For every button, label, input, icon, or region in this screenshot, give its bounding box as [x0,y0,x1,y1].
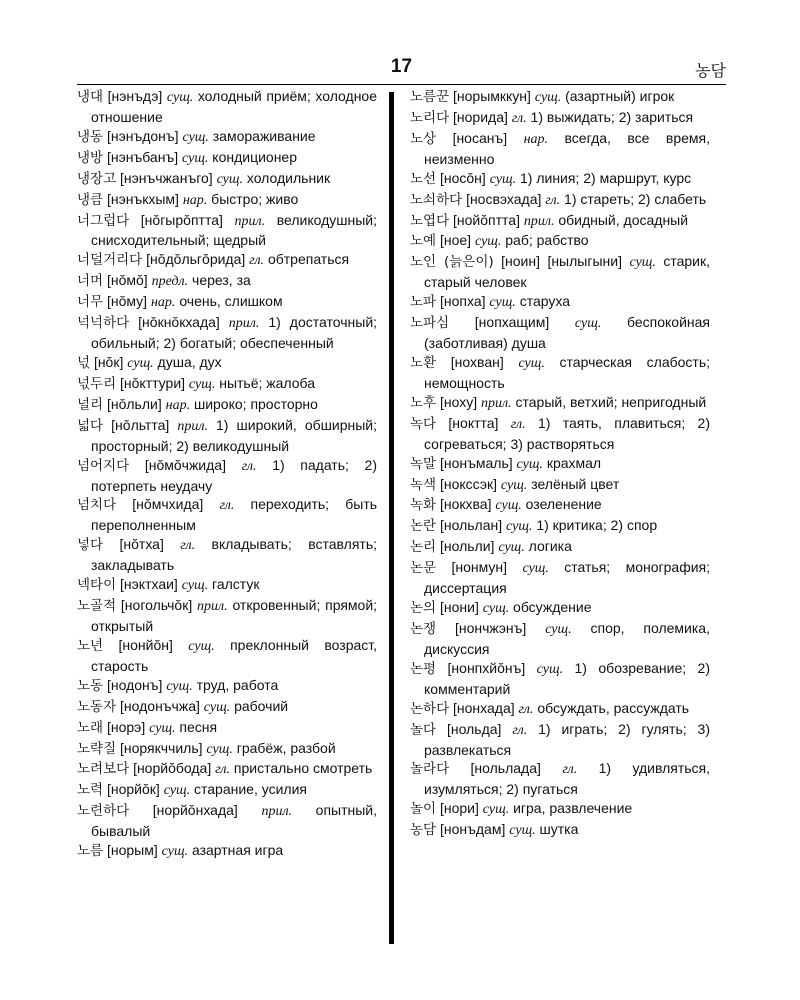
entry-headword: 넓다 [77,417,104,434]
entry-definition: 1) широкий, обширный; просторный; 2) великодушный [91,416,378,454]
right-column [410,87,710,841]
entry-part-of-speech: гл. [512,722,528,738]
entry-headword: 너무 [77,294,104,311]
entry-part-of-speech: сущ. [166,678,193,694]
entry-transcription: [нŏму] [106,293,148,310]
entry-definition: 1) критика; 2) спор [536,517,658,534]
entry-transcription: [нэнъкхым] [106,190,179,207]
entry-definition: логика [528,538,572,555]
entry-transcription: [норйŏнхада] [152,802,238,819]
entry-part-of-speech: сущ. [516,456,543,472]
entry-definition: рабочий [234,697,289,714]
entry-headword: 농담 [410,822,437,839]
entry-headword: 너머 [77,273,104,290]
entry-headword: 노인 (늙은이) [410,254,494,271]
entry-headword: 녹화 [410,497,437,514]
entry-definition: (азартный) игрок [565,88,675,104]
entry-part-of-speech: сущ. [574,316,602,332]
dictionary-entry [410,516,710,537]
dictionary-entry [410,558,710,598]
dictionary-entry [410,169,710,190]
entry-definition: 1) обозревание; 2) комментарий [424,659,710,697]
entry-part-of-speech: сущ. [181,578,209,594]
entry-transcription: [нокхва] [439,496,492,513]
dictionary-entry [410,659,710,699]
entry-transcription: [нонъдам] [439,821,506,838]
entry-definition: холодильник [246,169,331,186]
dictionary-entry [410,108,710,129]
entry-part-of-speech: сущ. [181,150,209,166]
entry-part-of-speech: сущ. [216,171,243,187]
left-column [77,87,377,862]
entry-headword: 노름 [77,843,104,860]
dictionary-entry [77,841,377,862]
dictionary-entry [410,190,710,211]
entry-definition: пристально смотреть [233,760,373,777]
entry-definition: грабёж, разбой [236,739,336,756]
entry-transcription: [нопха] [439,293,486,310]
entry-transcription: [нольли] [439,538,495,555]
entry-definition: нытьё; жалоба [219,374,316,391]
entry-part-of-speech: предл. [151,274,189,290]
entry-definition: очень, слишком [179,293,283,310]
entry-headword: 노쇠하다 [410,191,463,208]
entry-transcription: [нонмун] [451,559,508,576]
dictionary-entry [77,697,377,718]
entry-part-of-speech: прил. [177,418,208,434]
entry-part-of-speech: сущ. [149,720,176,736]
dictionary-entry [77,127,377,148]
entry-headword: 냉큼 [77,191,104,208]
dictionary-entry [410,211,710,232]
entry-headword: 노골적 [77,598,117,615]
entry-headword: 노년 [77,637,104,654]
entry-definition: старческая слабость; немощность [424,353,710,391]
entry-part-of-speech: нар. [523,131,549,147]
entry-part-of-speech: сущ. [498,540,525,556]
dictionary-entry [77,759,377,780]
entry-definition: вкладывать; вставлять; закладывать [91,536,377,574]
entry-part-of-speech: нар. [182,192,208,208]
entry-headword: 녹말 [410,455,437,472]
running-head: 농담 [695,63,726,80]
entry-headword: 넥타이 [77,577,117,594]
entry-part-of-speech: гл. [518,701,534,717]
dictionary-entry [410,475,710,496]
entry-part-of-speech: нар. [150,295,176,311]
entry-definition: замораживание [212,127,316,144]
entry-transcription: [нойŏптта] [453,211,520,228]
dictionary-entry [77,718,377,739]
entry-transcription: [нэнъдэ] [107,88,163,104]
entry-part-of-speech: сущ. [203,699,231,715]
entry-definition: старик, старый человек [424,253,711,291]
dictionary-entry [77,739,377,760]
entry-transcription: [нонхада] [453,699,515,716]
dictionary-entry [410,313,710,353]
entry-definition: широко; просторно [193,395,318,412]
entry-transcription: [нŏмŏ] [106,272,148,289]
dictionary-entry [410,454,710,475]
entry-part-of-speech: нар. [165,397,191,413]
entry-part-of-speech: сущ. [489,295,516,311]
dictionary-entry [410,393,710,414]
entry-headword: 너덜거리다 [77,252,143,269]
entry-headword: 노력 [77,782,104,799]
entry-headword: 넘치다 [77,497,117,514]
entry-definition: зелёный цвет [531,475,620,492]
entry-definition: холодный приём; холодное отношение [91,88,377,125]
entry-headword: 노엽다 [410,212,450,229]
entry-transcription: [нопхащим] [474,314,550,331]
entry-headword: 녹색 [410,476,437,493]
entry-headword: 노동자 [77,698,117,715]
entry-headword: 넋두리 [77,375,117,392]
entry-part-of-speech: сущ. [163,783,191,799]
entry-part-of-speech: сущ. [482,802,510,818]
entry-part-of-speech: гл. [180,538,196,554]
dictionary-entry [77,416,377,456]
entry-headword: 노후 [410,394,437,411]
entry-headword: 노환 [410,354,437,371]
entry-transcription: [нŏмŏчжида] [144,456,226,473]
entry-headword: 넣다 [77,537,104,554]
dictionary-entry [77,211,377,251]
entry-definition: шутка [539,821,579,838]
entry-headword: 냉방 [77,149,104,166]
entry-transcription: [нŏтха] [119,536,164,553]
dictionary-entry [410,414,710,454]
entry-headword: 노파 [410,294,437,311]
entry-transcription: [нончжэнъ] [454,619,527,636]
dictionary-entry [77,780,377,801]
entry-definition: 1) падать; 2) потерпеть неудачу [91,456,377,494]
entry-definition: 1) линия; 2) маршрут, курс [520,169,692,186]
dictionary-entry [410,353,710,393]
entry-transcription: [нŏльтта] [111,416,170,433]
entry-transcription: [носвэхада] [466,190,542,207]
entry-transcription: [нонъмаль] [439,454,513,471]
dictionary-entry [77,87,377,127]
dictionary-entry [77,676,377,697]
entry-transcription: [нольлада] [470,760,541,777]
entry-headword: 노름꾼 [410,89,450,105]
page-header [77,50,726,85]
entry-part-of-speech: сущ. [534,90,562,105]
entry-transcription: [нŏдŏльгŏрида] [146,251,246,268]
entry-headword: 논리 [410,539,437,556]
entry-headword: 노래 [77,719,104,736]
dictionary-entry [77,190,377,211]
entry-part-of-speech: гл. [545,192,561,208]
entry-definition: быстро; живо [211,190,299,207]
entry-part-of-speech: прил. [197,599,228,615]
entry-part-of-speech: сущ. [536,661,564,677]
entry-definition: статья; монография; диссертация [424,559,710,597]
entry-transcription: [нŏмчхида] [132,496,204,513]
entry-transcription: [нольда] [447,720,502,737]
entry-transcription: [нокссэк] [439,475,497,492]
entry-part-of-speech: гл. [219,498,235,514]
dictionary-entry [77,395,377,416]
entry-part-of-speech: гл. [511,110,527,126]
entry-transcription: [норида] [453,108,508,125]
entry-definition: крахмал [546,454,602,471]
entry-headword: 냉장고 [77,170,117,187]
entry-definition: великодушный; снисходительный; щедрый [91,211,377,249]
dictionary-entry [410,799,710,820]
entry-transcription: [нохван] [450,353,504,370]
entry-headword: 넉넉하다 [77,315,130,332]
entry-transcription: [ногольчŏк] [120,597,193,614]
dictionary-entry [410,759,710,799]
dictionary-entry [77,801,377,841]
entry-definition: песня [179,718,218,735]
entry-definition: раб; рабство [505,232,589,249]
entry-part-of-speech: гл. [215,762,230,778]
entry-headword: 냉동 [77,128,104,145]
dictionary-entry [410,537,710,558]
dictionary-entry [410,495,710,516]
entry-transcription: [нŏкнŏкхада] [138,314,220,331]
entry-part-of-speech: сущ. [161,844,189,860]
entry-transcription: [ноин] [нылыгыни] [501,253,622,270]
entry-headword: 논문 [410,560,437,577]
entry-transcription: [нŏк] [93,353,124,370]
entry-part-of-speech: сущ. [522,561,549,577]
entry-definition: 1) выжидать; 2) зариться [530,108,694,125]
entry-transcription: [норякччиль] [120,739,203,756]
dictionary-entry [77,250,377,271]
entry-definition: обсуждение [513,599,592,616]
entry-part-of-speech: гл. [510,416,526,432]
dictionary-entry [410,292,710,313]
dictionary-entry [77,456,377,496]
dictionary-entry [410,87,710,108]
entry-headword: 논쟁 [410,620,437,637]
dictionary-entry [410,252,710,292]
dictionary-entry [410,231,710,252]
dictionary-entry [410,720,710,760]
entry-headword: 녹다 [410,415,437,432]
entry-definition: 1) стареть; 2) слабеть [564,190,707,207]
entry-headword: 노련하다 [77,803,130,820]
entry-transcription: [норйŏбода] [133,760,212,777]
entry-definition: игра, развлечение [513,800,633,817]
entry-definition: обидный, досадный [558,211,689,228]
dictionary-entry [410,129,710,169]
entry-part-of-speech: сущ. [188,376,216,392]
entry-headword: 노예 [410,233,437,250]
dictionary-entry [77,353,377,374]
entry-transcription: [нŏгырŏптта] [140,211,223,228]
entry-transcription: [ноху] [439,393,478,410]
entry-headword: 노리다 [410,109,450,126]
entry-headword: 노려보다 [77,761,130,778]
entry-transcription: [нори] [439,800,479,817]
entry-part-of-speech: сущ. [506,519,533,535]
dictionary-entry [77,169,377,190]
entry-definition: преклонный возраст, старость [91,636,378,674]
entry-headword: 놀이 [410,801,437,818]
dictionary-entry [410,619,710,659]
entry-definition: галстук [212,576,260,593]
entry-part-of-speech: гл. [249,253,265,269]
entry-part-of-speech: прил. [261,804,293,820]
entry-transcription: [норэ] [106,718,146,735]
entry-definition: душа, дух [157,353,222,370]
entry-part-of-speech: прил. [481,395,512,411]
entry-headword: 놀다 [410,721,437,738]
entry-part-of-speech: прил. [228,316,260,332]
entry-definition: через, за [192,272,251,289]
entry-definition: спор, полемика, дискуссия [424,619,710,657]
entry-part-of-speech: сущ. [127,355,154,371]
entry-part-of-speech: сущ. [182,129,209,145]
entry-definition: 1) достаточный; обильный; 2) богатый; обеспеченный [91,314,378,352]
entry-part-of-speech: сущ. [500,477,528,493]
entry-transcription: [нŏкттури] [120,374,186,391]
entry-transcription: [нольлан] [439,517,503,534]
entry-part-of-speech: сущ. [629,255,656,271]
entry-transcription: [нонпхйŏнъ] [447,659,526,676]
entry-transcription: [нодонъчжа] [120,697,200,714]
dictionary-entry [410,598,710,619]
entry-part-of-speech: сущ. [509,823,536,839]
entry-headword: 냉대 [77,89,104,105]
entry-definition: 1) удивляться, изумляться; 2) пугаться [424,760,711,798]
entry-headword: 논의 [410,600,437,617]
entry-part-of-speech: прил. [523,213,555,229]
entry-definition: озеленение [525,496,602,513]
entry-transcription: [носанъ] [452,129,508,146]
entry-transcription: [нони] [439,599,479,616]
column-divider [389,92,394,944]
entry-transcription: [норымккун] [453,88,531,104]
dictionary-entry [77,292,377,313]
entry-headword: 노상 [410,130,437,147]
entry-transcription: [нэнъчжанъго] [120,169,213,186]
entry-headword: 넘어지다 [77,457,130,474]
dictionary-entry [77,271,377,292]
entry-headword: 놀라다 [410,761,450,778]
entry-definition: всегда, все время, неизменно [424,129,711,167]
dictionary-entry [77,535,377,575]
entry-definition: откровенный; прямой; открытый [91,597,378,634]
entry-transcription: [нэнъдонъ] [106,127,179,144]
entry-part-of-speech: сущ. [545,621,572,637]
entry-part-of-speech: гл. [241,458,257,474]
entry-definition: старый, ветхий; непригодный [515,393,707,410]
dictionary-entry [77,313,377,353]
entry-headword: 논란 [410,518,437,535]
dictionary-entry [410,699,710,720]
entry-headword: 노동 [77,677,104,694]
entry-headword: 논하다 [410,700,450,717]
page-number: 17 [390,56,413,77]
entry-part-of-speech: гл. [562,762,578,778]
entry-definition: обтрепаться [267,251,350,268]
entry-definition: старуха [519,293,570,310]
entry-transcription: [нэктхаи] [120,576,178,593]
entry-transcription: [нoктта] [448,414,499,431]
entry-definition: обсуждать, рассуждать [537,699,690,716]
dictionary-entry [77,636,377,676]
entry-headword: 넋 [77,354,91,371]
entry-headword: 널리 [77,396,104,413]
entry-headword: 논평 [410,660,437,677]
entry-transcription: [нэнъбанъ] [106,148,179,165]
entry-part-of-speech: сущ. [188,638,215,654]
dictionary-entry [77,374,377,395]
entry-transcription: [носŏн] [439,169,486,186]
dictionary-entry [77,596,377,636]
entry-headword: 노파심 [410,315,450,332]
entry-definition: азартная игра [191,842,284,859]
entry-headword: 너그럽다 [77,212,130,229]
entry-transcription: [ное] [439,232,472,249]
dictionary-entry [77,495,377,535]
entry-part-of-speech: сущ. [206,741,233,757]
entry-definition: старание, усилия [194,781,307,798]
entry-transcription: [норйŏк] [106,781,160,798]
entry-transcription: [нŏльли] [106,395,162,412]
entry-definition: 1) играть; 2) гулять; 3) развлекаться [424,720,711,758]
entry-definition: труд, работа [196,676,279,693]
entry-part-of-speech: сущ. [482,601,510,617]
entry-part-of-speech: сущ. [489,171,517,187]
dictionary-entry [77,575,377,596]
entry-definition: опытный, бывалый [91,802,378,840]
entry-part-of-speech: сущ. [474,234,502,250]
entry-transcription: [норым] [106,842,158,859]
entry-definition: беспокойная (заботливая) душа [424,314,710,352]
entry-part-of-speech: сущ. [518,355,545,371]
entry-part-of-speech: сущ. [166,90,194,105]
entry-transcription: [нодонъ] [106,676,163,693]
entry-definition: переходить; быть переполненным [91,496,378,534]
entry-part-of-speech: прил. [234,213,266,229]
entry-definition: кондиционер [212,148,297,165]
entry-definition: 1) таять, плавиться; 2) согреваться; 3) растворяться [424,414,710,452]
entry-headword: 노략질 [77,740,117,757]
dictionary-entry [410,820,710,841]
entry-transcription: [нонйŏн] [118,636,173,653]
dictionary-entry [77,148,377,169]
entry-part-of-speech: сущ. [495,498,522,514]
entry-headword: 노선 [410,170,437,187]
